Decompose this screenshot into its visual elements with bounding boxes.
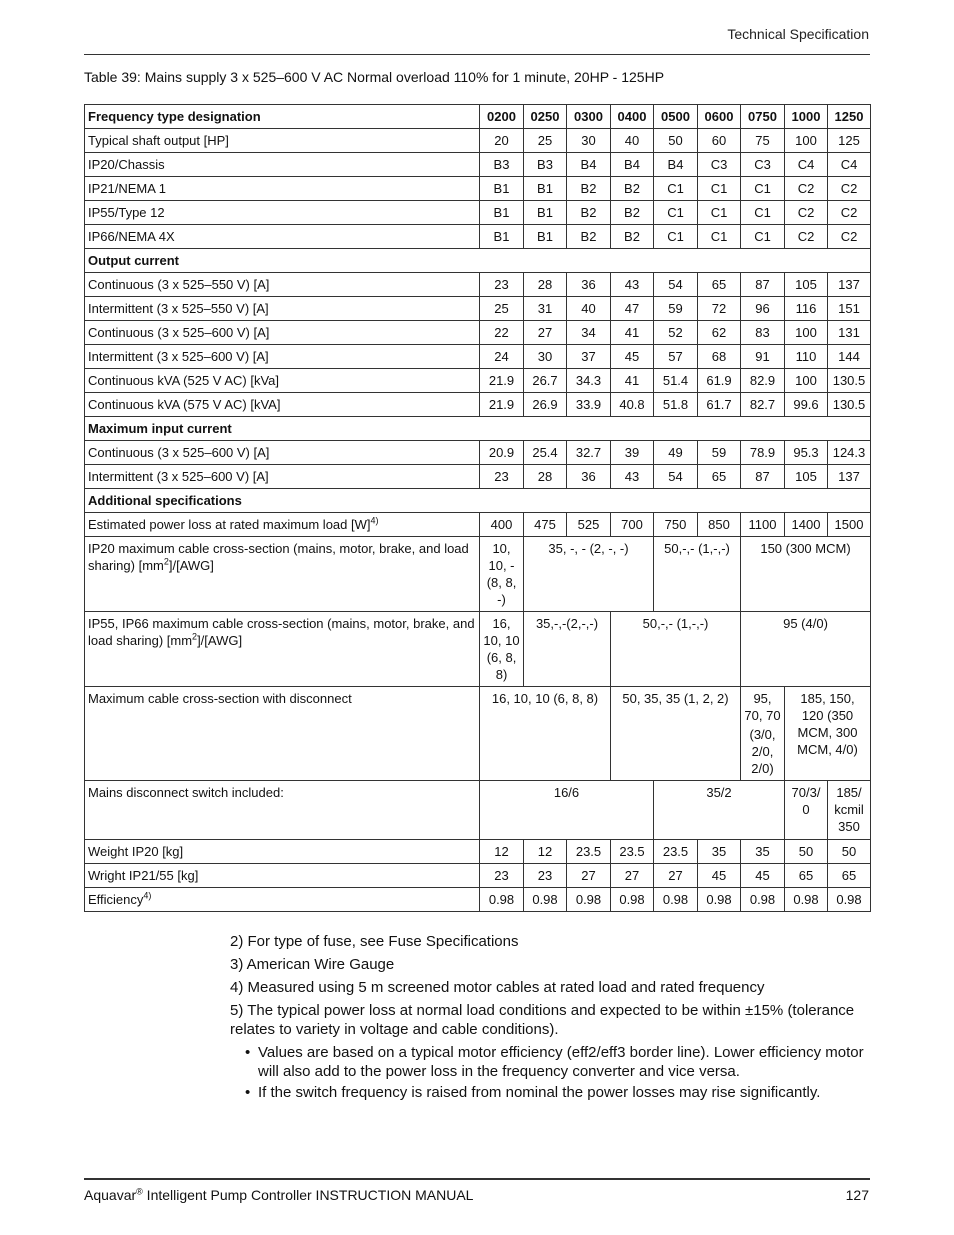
superscript: 4) [143,890,152,901]
column-header: 0750 [741,105,785,129]
row-label [85,888,480,912]
superscript: 2 [163,556,169,567]
value-cell: 72 [698,297,741,321]
value-cell: B2 [611,225,654,249]
value-cell: 130.5 [828,369,871,393]
value-cell: B1 [524,177,567,201]
value-cell: 45 [741,864,785,888]
value-cell: 43 [611,273,654,297]
column-header: 0250 [524,105,567,129]
value-cell: 40 [567,297,611,321]
value-cell: 75 [741,129,785,153]
value-cell: 95 (4/0) [741,612,871,687]
footnotes [230,932,870,1104]
value-cell: C2 [828,177,871,201]
value-cell: C2 [785,201,828,225]
section-row [85,489,871,513]
bullet-item: • If the switch frequency is raised from nominal the power losses may rise significantly. [258,1083,870,1102]
value-cell: 12 [524,840,567,864]
value-cell: 36 [567,273,611,297]
value-cell: 41 [611,321,654,345]
value-cell: C1 [654,177,698,201]
value-cell: 28 [524,273,567,297]
value-cell: B3 [480,153,524,177]
registered-mark: ® [136,1186,143,1197]
data-row [85,297,871,321]
value-line: 95, 70, 70 [744,691,781,723]
footnote-3: 3) American Wire Gauge [230,956,395,973]
value-cell: 24 [480,345,524,369]
value-cell: 23.5 [654,840,698,864]
value-cell: 70/3/0 [785,781,828,840]
row-label: Intermittent (3 x 525–600 V) [A] [85,465,480,489]
value-cell: C4 [828,153,871,177]
value-cell: 50,-,- (1,-,-) [611,612,741,687]
row-label [85,537,480,612]
value-cell: 34.3 [567,369,611,393]
value-cell: 1500 [828,513,871,537]
value-cell: 130.5 [828,393,871,417]
value-cell: 50 [828,840,871,864]
data-row [85,612,871,687]
data-row [85,888,871,912]
value-cell: 151 [828,297,871,321]
value-cell: B2 [611,177,654,201]
value-cell: 16, 10, 10 (6, 8, 8) [480,687,611,781]
label-text: Estimated power loss at rated maximum load [W] [88,517,371,532]
value-cell: C1 [654,201,698,225]
label-text: IP55, IP66 maximum cable cross-section (mains, motor, brake, and load sharing) [mm [88,616,475,648]
row-label: Continuous (3 x 525–600 V) [A] [85,441,480,465]
value-cell: 850 [698,513,741,537]
value-cell: 105 [785,465,828,489]
value-cell: 83 [741,321,785,345]
data-row [85,393,871,417]
value-cell: 30 [524,345,567,369]
page-number: 127 [845,1187,869,1203]
value-cell: 61.9 [698,369,741,393]
value-cell: 78.9 [741,441,785,465]
value-cell: 99.6 [785,393,828,417]
value-cell: 25 [480,297,524,321]
column-header: 1000 [785,105,828,129]
value-cell: B1 [524,201,567,225]
data-row [85,225,871,249]
row-label: Mains disconnect switch included: [85,781,480,840]
data-row [85,513,871,537]
brand-name: Aquavar [84,1187,137,1203]
value-cell: 23 [480,465,524,489]
value-cell: 124.3 [828,441,871,465]
value-cell: 21.9 [480,393,524,417]
value-cell: 23.5 [611,840,654,864]
value-cell: C1 [741,225,785,249]
value-cell: 65 [698,273,741,297]
value-cell: 1100 [741,513,785,537]
value-cell: 30 [567,129,611,153]
value-cell: 82.9 [741,369,785,393]
section-title: Maximum input current [85,417,871,441]
row-label: Continuous (3 x 525–600 V) [A] [85,321,480,345]
value-cell: 0.98 [698,888,741,912]
row-label: Weight IP20 [kg] [85,840,480,864]
value-cell: 27 [567,864,611,888]
spec-table-body [85,105,871,912]
value-cell: 65 [785,864,828,888]
value-cell: 60 [698,129,741,153]
row-label: IP66/NEMA 4X [85,225,480,249]
section-title: Additional specifications [85,489,871,513]
value-cell: 45 [698,864,741,888]
footnote-4: 4) Measured using 5 m screened motor cables at rated load and rated frequency [230,979,765,996]
value-cell: 0.98 [828,888,871,912]
row-label: Continuous kVA (575 V AC) [kVA] [85,393,480,417]
value-cell: 137 [828,273,871,297]
value-cell: 39 [611,441,654,465]
value-cell: 27 [654,864,698,888]
value-cell: 61.7 [698,393,741,417]
value-cell: 400 [480,513,524,537]
value-cell: 185/ kcmil 350 [828,781,871,840]
value-cell: 59 [698,441,741,465]
column-header: 0400 [611,105,654,129]
value-cell: 34 [567,321,611,345]
value-cell: 50,-,- (1,-,-) [654,537,741,612]
data-row [85,321,871,345]
value-line: (3/0, 2/0, 2/0) [749,727,776,776]
value-cell: 100 [785,129,828,153]
value-cell: 35,-,-(2,-,-) [524,612,611,687]
value-cell: 82.7 [741,393,785,417]
value-cell: 40.8 [611,393,654,417]
column-header: 0200 [480,105,524,129]
value-cell: C3 [741,153,785,177]
value-cell: 96 [741,297,785,321]
value-cell: B1 [480,177,524,201]
value-cell: 50 [654,129,698,153]
value-cell: 27 [524,321,567,345]
value-cell: 23.5 [567,840,611,864]
value-cell: 45 [611,345,654,369]
value-cell: 87 [741,465,785,489]
data-row [85,441,871,465]
value-cell: 54 [654,273,698,297]
data-row [85,864,871,888]
data-row [85,153,871,177]
section-row [85,417,871,441]
value-cell: 12 [480,840,524,864]
value-cell: 110 [785,345,828,369]
value-cell: 105 [785,273,828,297]
value-cell: 91 [741,345,785,369]
value-cell: 28 [524,465,567,489]
value-cell: 95.3 [785,441,828,465]
value-cell: C1 [654,225,698,249]
value-cell: 0.98 [611,888,654,912]
footnote-bullets [230,1043,870,1102]
row-label: IP55/Type 12 [85,201,480,225]
table-caption: Table 39: Mains supply 3 x 525–600 V AC Normal overload 110% for 1 minute, 20HP - 125HP [84,69,665,85]
value-cell: 43 [611,465,654,489]
value-cell: 68 [698,345,741,369]
value-cell: 62 [698,321,741,345]
data-row [85,177,871,201]
value-cell: B1 [480,201,524,225]
value-cell: C2 [828,201,871,225]
data-row [85,345,871,369]
value-cell: 32.7 [567,441,611,465]
value-cell: 125 [828,129,871,153]
value-cell: B4 [567,153,611,177]
value-cell: 0.98 [741,888,785,912]
footer-divider [84,1178,870,1180]
value-cell: 65 [828,864,871,888]
value-cell: B1 [524,225,567,249]
value-cell: 26.7 [524,369,567,393]
section-header: Technical Specification [727,26,869,42]
value-cell: 21.9 [480,369,524,393]
superscript: 4) [370,515,379,526]
value-cell: 35, -, - (2, -, -) [524,537,654,612]
header-label: Frequency type designation [85,105,480,129]
value-cell: C1 [698,225,741,249]
value-cell: 144 [828,345,871,369]
value-cell: 750 [654,513,698,537]
footnote-5: 5) The typical power loss at normal load conditions and expected to be within ±15% (tolerance relates to variety in voltage and cable conditions). [230,1002,855,1038]
value-cell: B3 [524,153,567,177]
value-cell: 40 [611,129,654,153]
value-cell: C1 [741,177,785,201]
section-title: Output current [85,249,871,273]
value-cell [741,687,785,781]
value-cell: 23 [480,273,524,297]
data-row [85,687,871,781]
row-label [85,513,480,537]
value-cell: 100 [785,321,828,345]
row-label: IP21/NEMA 1 [85,177,480,201]
value-cell: 700 [611,513,654,537]
value-cell: 0.98 [654,888,698,912]
column-header: 0300 [567,105,611,129]
label-text: IP20 maximum cable cross-section (mains, motor, brake, and load sharing) [mm [88,541,469,573]
value-cell: B2 [567,177,611,201]
value-cell: 41 [611,369,654,393]
column-header: 1250 [828,105,871,129]
row-label: Continuous kVA (525 V AC) [kVa] [85,369,480,393]
value-cell: 31 [524,297,567,321]
row-label: Continuous (3 x 525–550 V) [A] [85,273,480,297]
value-cell: 150 (300 MCM) [741,537,871,612]
value-cell: 1400 [785,513,828,537]
value-cell: B2 [567,201,611,225]
value-cell: 35/2 [654,781,785,840]
row-label: Intermittent (3 x 525–600 V) [A] [85,345,480,369]
data-row [85,129,871,153]
value-cell: 22 [480,321,524,345]
value-cell: 51.4 [654,369,698,393]
value-cell: 27 [611,864,654,888]
value-cell: C2 [785,177,828,201]
value-cell: 0.98 [567,888,611,912]
value-cell: 65 [698,465,741,489]
footnote-2: 2) For type of fuse, see Fuse Specifications [230,933,519,950]
manual-title: Intelligent Pump Controller INSTRUCTION MANUAL [142,1187,474,1203]
value-cell: 25 [524,129,567,153]
row-label: Maximum cable cross-section with disconnect [85,687,480,781]
value-cell: 37 [567,345,611,369]
value-cell: 0.98 [785,888,828,912]
value-cell: 49 [654,441,698,465]
value-cell: C1 [741,201,785,225]
value-cell: 35 [698,840,741,864]
value-cell: 26.9 [524,393,567,417]
value-cell: 50 [785,840,828,864]
value-cell: 525 [567,513,611,537]
value-cell: 50, 35, 35 (1, 2, 2) [611,687,741,781]
label-text: ]/[AWG] [168,558,214,573]
superscript: 2 [192,631,198,642]
header-divider [84,54,870,55]
value-cell: 185, 150, 120 (350 MCM, 300 MCM, 4/0) [785,687,871,781]
data-row [85,369,871,393]
row-label [85,612,480,687]
footer-title [84,1187,473,1203]
data-row [85,840,871,864]
value-cell: 36 [567,465,611,489]
value-cell: 16, 10, 10 (6, 8, 8) [480,612,524,687]
value-cell: 0.98 [524,888,567,912]
value-cell: 54 [654,465,698,489]
row-label: Intermittent (3 x 525–550 V) [A] [85,297,480,321]
value-cell: B1 [480,225,524,249]
value-cell: C4 [785,153,828,177]
value-cell: C3 [698,153,741,177]
data-row [85,537,871,612]
value-cell: B2 [567,225,611,249]
value-cell: 131 [828,321,871,345]
value-cell: 116 [785,297,828,321]
value-cell: 100 [785,369,828,393]
data-row [85,781,871,840]
value-cell: C1 [698,201,741,225]
value-cell: B4 [654,153,698,177]
value-cell: 16/6 [480,781,654,840]
value-cell: 137 [828,465,871,489]
value-cell: C2 [828,225,871,249]
value-cell: B2 [611,201,654,225]
value-cell: 475 [524,513,567,537]
value-cell: 20.9 [480,441,524,465]
value-cell: C1 [698,177,741,201]
value-cell: 20 [480,129,524,153]
column-header: 0600 [698,105,741,129]
value-cell: 35 [741,840,785,864]
bullet-item: • Values are based on a typical motor efficiency (eff2/eff3 border line). Lower efficiency motor will also add to the power loss in the frequency converter and vice versa. [258,1043,870,1081]
value-cell: 47 [611,297,654,321]
value-cell: 23 [480,864,524,888]
section-row [85,249,871,273]
value-cell: 87 [741,273,785,297]
data-row [85,465,871,489]
column-header: 0500 [654,105,698,129]
value-cell: 0.98 [480,888,524,912]
value-cell: 52 [654,321,698,345]
data-row [85,201,871,225]
value-cell: 33.9 [567,393,611,417]
value-cell: 59 [654,297,698,321]
value-cell: B4 [611,153,654,177]
row-label: Typical shaft output [HP] [85,129,480,153]
row-label: Wright IP21/55 [kg] [85,864,480,888]
row-label: IP20/Chassis [85,153,480,177]
spec-table [84,104,871,912]
header-row [85,105,871,129]
value-cell: 10, 10, - (8, 8, -) [480,537,524,612]
value-cell: 23 [524,864,567,888]
value-cell: 57 [654,345,698,369]
label-text: Efficiency [88,892,144,907]
value-cell: 51.8 [654,393,698,417]
label-text: ]/[AWG] [197,633,243,648]
data-row [85,273,871,297]
value-cell: 25.4 [524,441,567,465]
value-cell: C2 [785,225,828,249]
